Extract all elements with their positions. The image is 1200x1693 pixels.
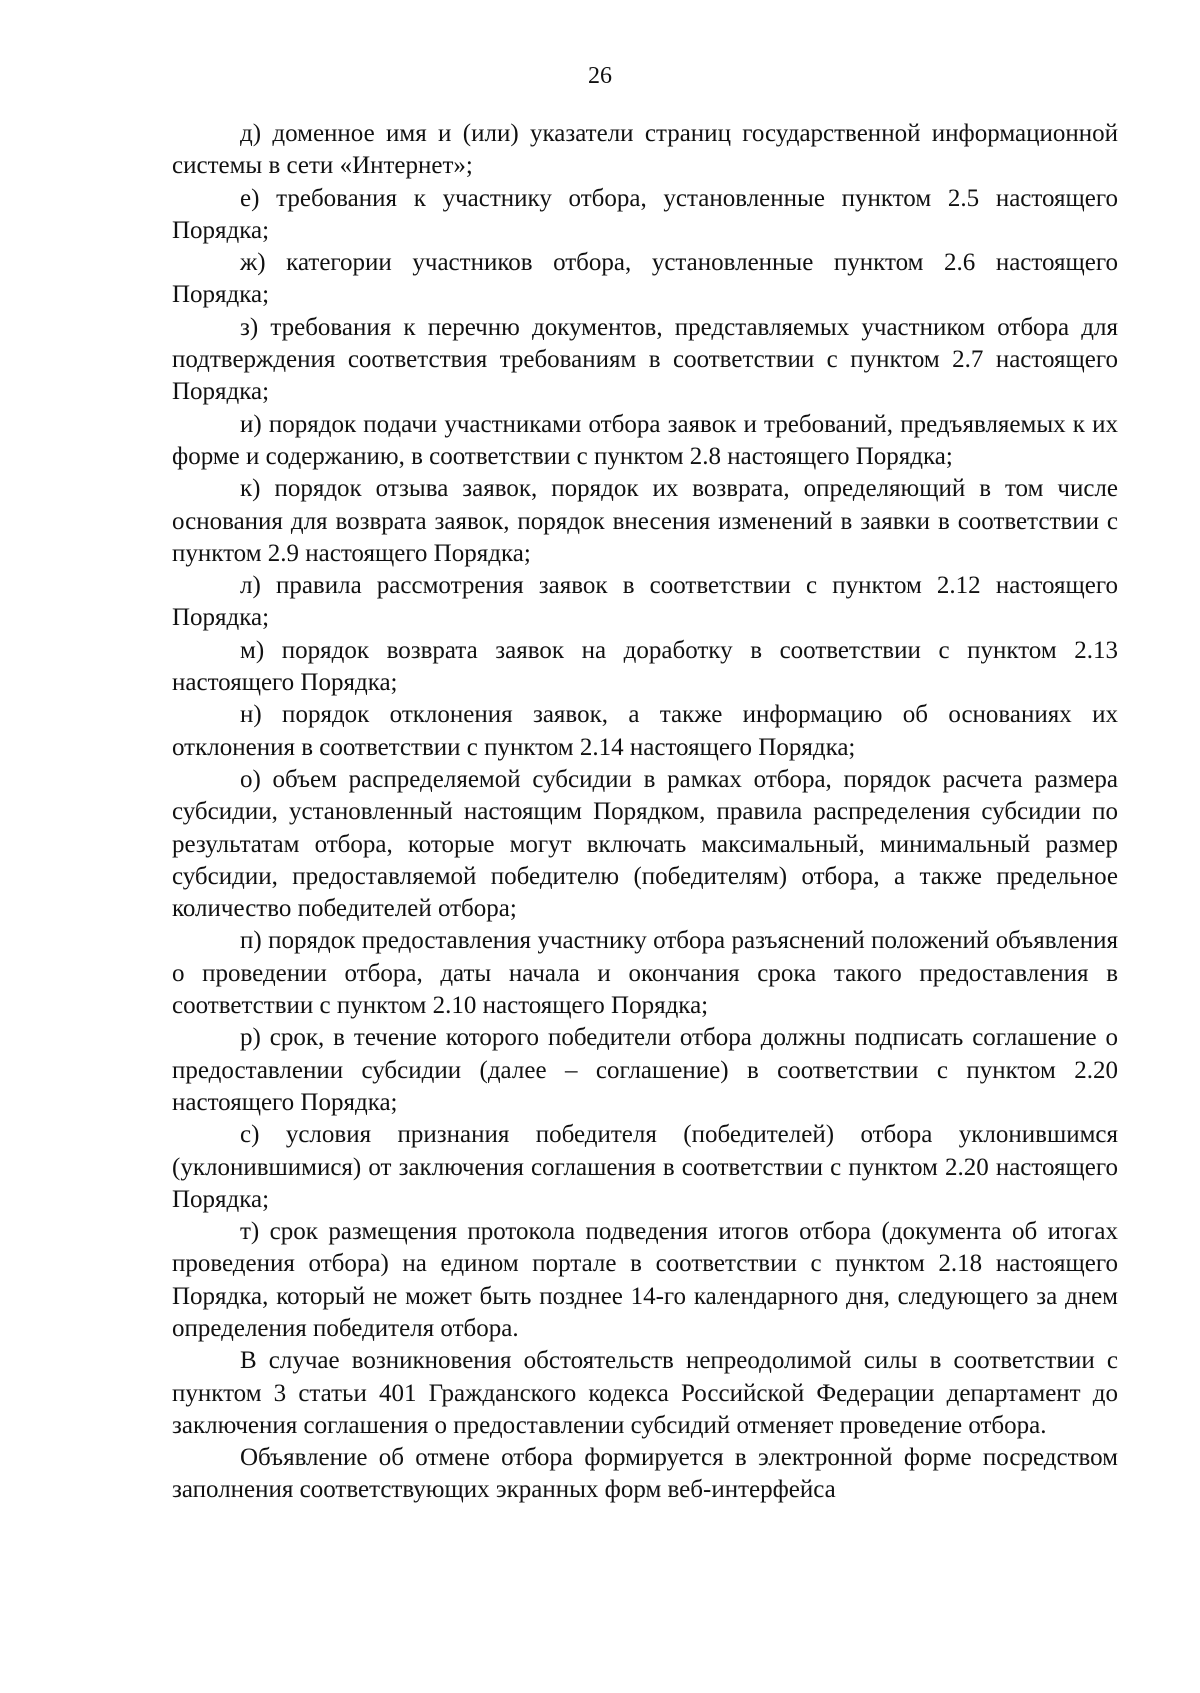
paragraph-o: о) объем распределяемой субсидии в рамках отбора, порядок расчета размера субсидии, установленный настоящим Порядком, правила распределения субсидии по результатам отбора, которые могут включать максимальный, минимальный размер субсидии, предоставляемой победителю (победителям) отбора, а также предельное количество победителей отбора; — [172, 765, 1118, 923]
paragraph-z: з) требования к перечню документов, представляемых участником отбора для подтверждения соответствия требованиям в соответствии с пунктом 2.7 настоящего Порядка; — [172, 313, 1118, 406]
paragraph-r: р) срок, в течение которого победители отбора должны подписать соглашение о предоставлении субсидии (далее – соглашение) в соответствии с пунктом 2.20 настоящего Порядка; — [172, 1024, 1118, 1116]
paragraph-force-majeure: В случае возникновения обстоятельств непреодолимой силы в соответствии с пунктом 3 статьи 401 Гражданского кодекса Российской Федерации департамент до заключения соглашения о предоставлении субсидий отменяет проведение отбора. — [172, 1347, 1118, 1439]
paragraph-p: п) порядок предоставления участнику отбора разъяснений положений объявления о проведении отбора, даты начала и окончания срока такого предоставления в соответствии с пунктом 2.10 настоящего Порядка; — [172, 927, 1118, 1020]
paragraph-k: к) порядок отзыва заявок, порядок их возврата, определяющий в том числе основания для возврата заявок, порядок внесения изменений в заявки в соответствии с пунктом 2.9 настоящего Порядка; — [172, 475, 1118, 567]
paragraph-m: м) порядок возврата заявок на доработку в соответствии с пунктом 2.13 настоящего Порядка; — [172, 636, 1118, 697]
paragraph-i: и) порядок подачи участниками отбора заявок и требований, предъявляемых к их форме и содержанию, в соответствии с пунктом 2.8 настоящего Порядка; — [172, 410, 1118, 470]
paragraph-l: л) правила рассмотрения заявок в соответствии с пунктом 2.12 настоящего Порядка; — [172, 572, 1118, 632]
paragraph-s: с) условия признания победителя (победителей) отбора уклонившимся (уклонившимися) от заключения соглашения в соответствии с пунктом 2.20 настоящего Порядка; — [172, 1121, 1118, 1213]
paragraph-n: н) порядок отклонения заявок, а также информацию об основаниях их отклонения в соответствии с пунктом 2.14 настоящего Порядка; — [172, 701, 1118, 761]
paragraph-e: е) требования к участнику отбора, установленные пунктом 2.5 настоящего Порядка; — [172, 184, 1118, 244]
paragraph-zh: ж) категории участников отбора, установленные пунктом 2.6 настоящего Порядка; — [172, 249, 1118, 309]
paragraph-d: д) доменное имя и (или) указатели страниц государственной информационной системы в сети «Интернет»; — [172, 120, 1118, 180]
page-number: 26 — [588, 63, 612, 89]
paragraph-t: т) срок размещения протокола подведения итогов отбора (документа об итогах проведения отбора) на едином портале в соответствии с пунктом 2.18 настоящего Порядка, который не может быть позднее 14-го календарного дня, следующего за днем определения победителя отбора. — [172, 1218, 1118, 1342]
paragraph-cancellation-notice: Объявление об отмене отбора формируется в электронной форме посредством заполнения соответствующих экранных форм веб-интерфейса — [172, 1444, 1118, 1504]
document-body — [172, 118, 1118, 1507]
